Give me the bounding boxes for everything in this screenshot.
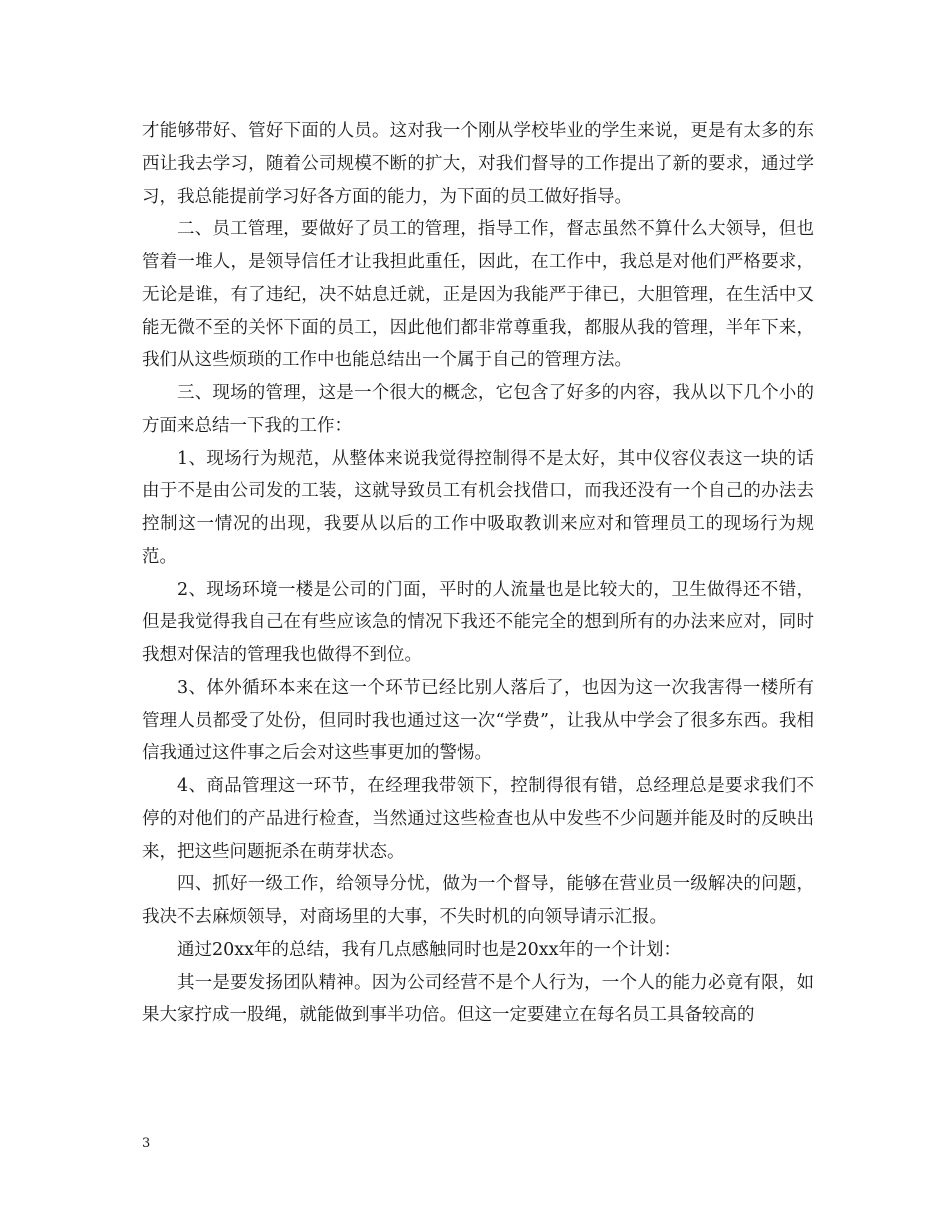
paragraph: 通过20xx年的总结，我有几点感触同时也是20xx年的一个计划： <box>177 939 682 960</box>
paragraph: 四、抓好一级工作，给领导分忧，做为一个督导，能够在营业员一级解决的问题，我决不去麻烦领导，对商场里的大事，不失时机的向领导请示汇报。 <box>142 874 814 927</box>
page-number: 3 <box>142 1136 151 1151</box>
paragraph: 3、体外循环本来在这一个环节已经比别人落后了，也因为这一次我害得一楼所有管理人员都受了处份，但同时我也通过这一次“学费”，让我从中学会了很多东西。我相信我通过这件事之后会对这些事更加的警惕。 <box>142 677 814 764</box>
paragraph: 其一是要发扬团队精神。因为公司经营不是个人行为，一个人的能力必竟有限，如果大家拧成一股绳，就能做到事半功倍。但这一定要建立在每名员工具备较高的 <box>142 972 814 1026</box>
paragraph: 1、现场行为规范，从整体来说我觉得控制得不是太好，其中仪容仪表这一块的话由于不是由公司发的工装，这就导致员工有机会找借口，而我还没有一个自己的办法去控制这一情况的出现，我要从以后的工作中吸取教训来应对和管理员工的现场行为规范。 <box>142 448 814 567</box>
paragraph: 4、商品管理这一环节，在经理我带领下，控制得很有错，总经理总是要求我们不停的对他们的产品进行检查，当然通过这些检查也从中发些不少问题并能及时的反映出来，把这些问题扼杀在萌芽状态。 <box>142 776 814 862</box>
paragraph: 二、员工管理，要做好了员工的管理，指导工作，督志虽然不算什么大领导，但也管着一堆人，是领导信任才让我担此重任，因此，在工作中，我总是对他们严格要求，无论是谁，有了违纪，决不姑息迁就，正是因为我能严于律已，大胆管理，在生活中又能无微不至的关怀下面的员工，因此他们都非常尊重我，都服从我的管理，半年下来，我们从这些烦琐的工作中也能总结出一个属于自己的管理方法。 <box>142 219 814 371</box>
document-body <box>142 115 814 1032</box>
paragraph: 三、现场的管理，这是一个很大的概念，它包含了好多的内容，我从以下几个小的方面来总结一下我的工作： <box>142 383 814 436</box>
paragraph: 2、现场环境一楼是公司的门面，平时的人流量也是比较大的，卫生做得还不错，但是我觉得我自己在有些应该急的情况下我还不能完全的想到所有的办法来应对，同时我想对保洁的管理我也做得不到位。 <box>142 579 814 665</box>
paragraph: 才能够带好、管好下面的人员。这对我一个刚从学校毕业的学生来说，更是有太多的东西让我去学习，随着公司规模不断的扩大，对我们督导的工作提出了新的要求，通过学习，我总能提前学习好各方面的能力，为下面的员工做好指导。 <box>142 121 814 207</box>
